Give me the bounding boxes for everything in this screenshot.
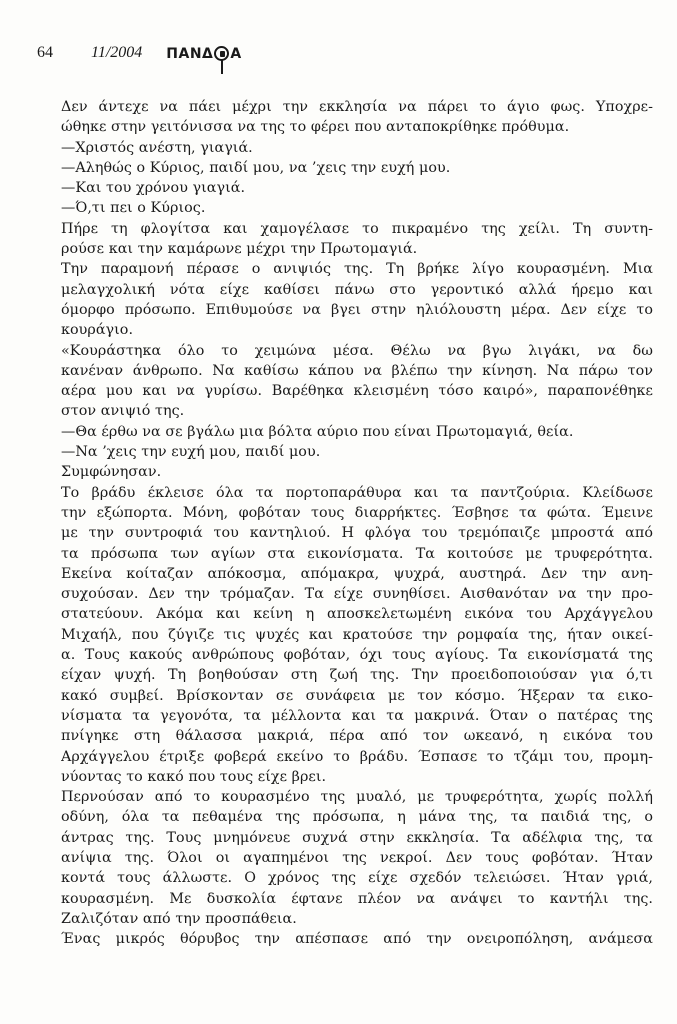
- magazine-name-right: Α: [230, 46, 242, 62]
- text-line: κοντά τους άλλωστε. Ο χρόνος της είχε σχεδόν τελειώσει. Ήταν γριά,: [61, 870, 653, 887]
- text-line: —Ό,τι πει ο Κύριος.: [61, 200, 206, 217]
- text-line: όμορφο πρόσωπο. Επιθυμούσε να βγει στην ηλιόλουστη μέρα. Δεν είχε το: [61, 301, 653, 318]
- page-number: 64: [37, 44, 53, 61]
- text-line: ανίψια της. Όλοι οι αγαπημένοι της νεκροί. Δεν τους φοβόταν. Ήταν: [61, 849, 653, 866]
- text-line: —Και του χρόνου γιαγιά.: [61, 180, 246, 197]
- text-line: είχαν ψυχή. Τη βοηθούσαν στη ζωή της. Την προειδοποιούσαν για ό,τι: [61, 667, 653, 684]
- text-line: τα πρόσωπα των αγίων στα εικονίσματα. Τα κοιτούσε με τρυφερότητα.: [61, 545, 653, 562]
- article-body: [61, 97, 653, 949]
- text-line: —Θα έρθω να σε βγάλω μια βόλτα αύριο που είναι Πρωτομαγιά, θεία.: [61, 423, 574, 440]
- text-line: Το βράδυ έκλεισε όλα τα πορτοπαράθυρα και τα παντζούρια. Κλείδωσε: [61, 484, 653, 501]
- page-header: [37, 22, 637, 62]
- text-line: Αρχάγγελου έτριξε φοβερά εκείνο το βράδυ. Έσπασε το τζάμι του, προμη-: [61, 748, 653, 765]
- text-line: —Χριστός ανέστη, γιαγιά.: [61, 139, 253, 156]
- text-line: άντρας της. Τους μνημόνευε συχνά στην εκκλησία. Τα αδέλφια της, τα: [61, 829, 653, 846]
- text-line: κακό συμβεί. Βρίσκονταν σε συνάφεια με τον κόσμο. Ήξεραν τα εικο-: [61, 687, 653, 704]
- issue-date: 11/2004: [91, 44, 143, 61]
- text-line: Πήρε τη φλογίτσα και χαμογέλασε το πικραμένο της χείλι. Τη συντη-: [61, 220, 653, 237]
- text-line: Την παραμονή πέρασε ο ανιψιός της. Τη βρήκε λίγο κουρασμένη. Μια: [61, 261, 653, 278]
- text-line: την εξώπορτα. Μόνη, φοβόταν τους διαρρήκτες. Έσβησε τα φώτα. Έμεινε: [61, 504, 653, 521]
- text-line: κανέναν άνθρωπο. Να καθίσω κάπου να βλέπω την κίνηση. Να πάρω τον: [61, 362, 653, 379]
- text-line: Δεν άντεχε να πάει μέχρι την εκκλησία να πάρει το άγιο φως. Υποχρε-: [61, 99, 653, 115]
- text-line: μελαγχολική νότα είχε καθίσει πάνω στο γεροντικό αλλά ήρεμο και: [61, 281, 653, 298]
- text-line: α. Τους κακούς ανθρώπους φοβόταν, όχι τους αγίους. Τα εικονίσματά της: [61, 647, 653, 664]
- text-line: στον ανιψιό της.: [61, 403, 185, 420]
- text-line: Συμφώνησαν.: [61, 464, 162, 481]
- text-line: αέρα μου και να γυρίσω. Βαρέθηκα κλεισμένη τόσο καιρό», παραπονέθηκε: [61, 383, 653, 400]
- text-line: με την συντροφιά του καντηλιού. Η φλόγα του τρεμόπαιζε μπροστά από: [61, 525, 653, 542]
- text-line: —Να ’χεις την ευχή μου, παιδί μου.: [61, 444, 321, 461]
- text-line: νίσματα τα γεγονότα, τα μέλλοντα και τα μακρινά. Όταν ο πατέρας της: [61, 707, 653, 724]
- text-line: στατεύουν. Ακόμα και κείνη η αποσκελετωμένη εικόνα του Αρχάγγελου: [61, 606, 653, 623]
- text-line: συχούσαν. Δεν την τρόμαζαν. Τα είχε συνηθίσει. Αισθανόταν να την προ-: [61, 586, 653, 603]
- text-line: «Κουράστηκα όλο το χειμώνα μέσα. Θέλω να βγω λιγάκι, να δω: [61, 342, 653, 359]
- text-line: πνίγηκε στη θάλασσα μακριά, πέρα από τον ωκεανό, η εικόνα του: [61, 728, 653, 745]
- text-line: —Αληθώς ο Κύριος, παιδί μου, να ’χεις την ευχή μου.: [61, 159, 451, 176]
- text-line: ρούσε και την καμάρωνε μέχρι την Πρωτομαγιά.: [61, 241, 418, 258]
- text-line: οδύνη, όλα τα πεθαμένα της πρόσωπα, η μάνα της, τα παιδιά της, ο: [61, 809, 653, 826]
- text-line: Μιχαήλ, που ζύγιζε τις ψυχές και κρατούσε την ρομφαία της, ήταν οικεί-: [61, 626, 653, 643]
- text-line: Ένας μικρός θόρυβος την απέσπασε από την ονειροπόληση, ανάμεσα: [61, 931, 653, 948]
- text-line: Περνούσαν από το κουρασμένο της μυαλό, με τρυφερότητα, χωρίς πολλή: [61, 789, 653, 806]
- text-line: νύοντας το κακό που τους είχε βρει.: [61, 768, 327, 785]
- text-line: κουράγιο.: [61, 322, 134, 339]
- magazine-logo: [166, 46, 241, 62]
- text-line: Ζαλιζόταν από την προσπάθεια.: [61, 910, 297, 927]
- lantern-logo-icon: [214, 46, 229, 61]
- text-line: κουρασμένη. Με δυσκολία έφτανε πλέον να ανάψει το καντήλι της.: [61, 890, 653, 907]
- text-line: Εκείνα κοίταζαν απόκοσμα, απόμακρα, ψυχρά, αυστηρά. Δεν την ανη-: [61, 565, 653, 582]
- magazine-name-left: ΠΑΝΔ: [166, 46, 214, 62]
- text-line: ώθηκε στην γειτόνισσα να της το φέρει που ανταποκρίθηκε πρόθυμα.: [61, 119, 570, 136]
